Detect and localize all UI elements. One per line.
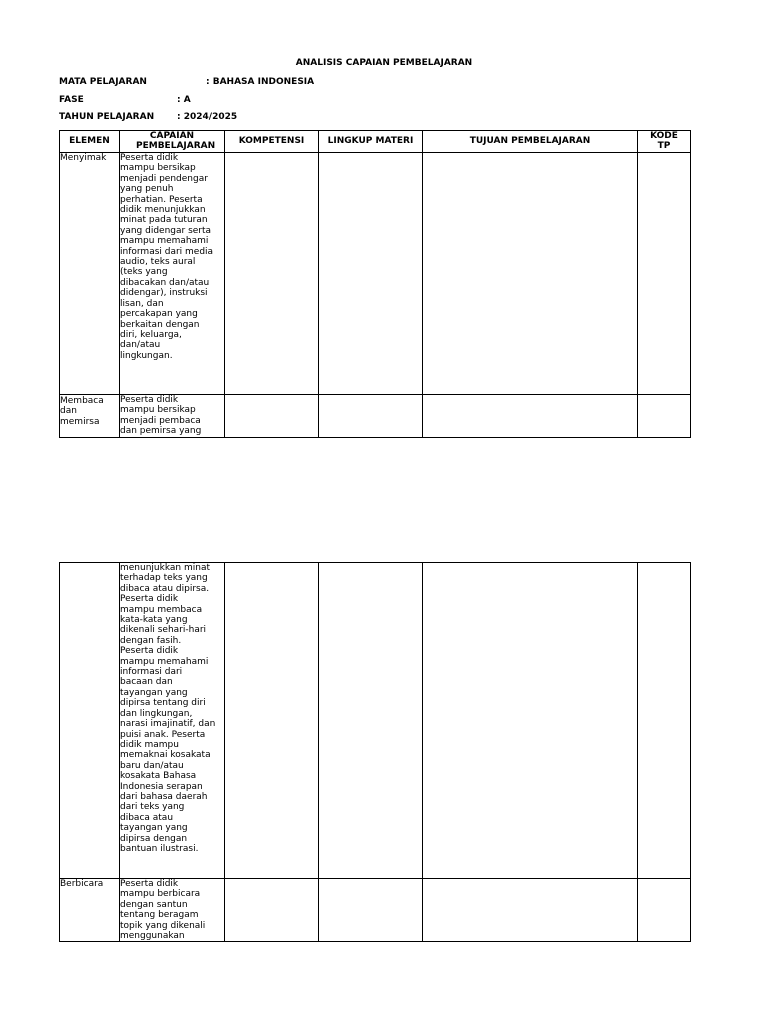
header-capaian-text: CAPAIAN PEMBELAJARAN (136, 131, 216, 151)
header-elemen: ELEMEN (60, 131, 120, 153)
cell-tujuan-pembelajaran (423, 395, 638, 438)
meta-row-fase (59, 95, 191, 105)
header-kompetensi: KOMPETENSI (225, 131, 319, 153)
meta-label: TAHUN PELAJARAN (59, 112, 155, 122)
cell-capaian: Peserta didik mampu bersikap menjadi pendengar yang penuh perhatian. Peserta didik menunjukkan minat pada tuturan yang didengar serta mampu memahami informasi dari media audio, teks aural (teks yang dibacakan dan/atau didengar), instruksi lisan, dan percakapan yang berkaitan dengan diri, keluarga, dan/atau lingkungan. (120, 153, 225, 395)
meta-value: : 2024/2025 (177, 112, 238, 122)
header-kode-tp-text: KODE TP (650, 131, 678, 151)
meta-label: FASE (59, 95, 84, 105)
header-capaian-pembelajaran (120, 131, 225, 153)
header-tujuan-pembelajaran: TUJUAN PEMBELAJARAN (423, 131, 638, 153)
cell-kode-tp (638, 879, 691, 942)
cell-kompetensi (225, 395, 319, 438)
cell-capaian: Peserta didik mampu bersikap menjadi pembaca dan pemirsa yang (120, 395, 225, 438)
cell-kompetensi (225, 563, 319, 879)
meta-row-mata-pelajaran (59, 77, 315, 87)
document-title: ANALISIS CAPAIAN PEMBELAJARAN (295, 58, 473, 68)
cell-kode-tp (638, 563, 691, 879)
meta-value: : A (177, 95, 191, 105)
cell-tujuan-pembelajaran (423, 153, 638, 395)
table-row (60, 395, 691, 438)
cell-tujuan-pembelajaran (423, 563, 638, 879)
table-row (60, 153, 691, 395)
cell-capaian: Peserta didik mampu berbicara dengan santun tentang beragam topik yang dikenali menggunakan (120, 879, 225, 942)
meta-row-tahun-pelajaran (59, 112, 238, 122)
cell-kode-tp (638, 153, 691, 395)
cell-capaian: menunjukkan minat terhadap teks yang dibaca atau dipirsa. Peserta didik mampu membaca kata-kata yang dikenali sehari-hari dengan fasih. Peserta didik mampu memahami informasi dari bacaan dan tayangan yang dipirsa tentang diri dan lingkungan, narasi imajinatif, dan puisi anak. Peserta didik mampu memaknai kosakata baru dan/atau kosakata Bahasa Indonesia serapan dari bahasa daerah dari teks yang dibaca atau tayangan yang dipirsa dengan bantuan ilustrasi. (120, 563, 225, 879)
analysis-table-page2 (59, 562, 691, 942)
table-header-row (60, 131, 691, 153)
table-row (60, 563, 691, 879)
cell-lingkup-materi (319, 563, 423, 879)
cell-elemen: Berbicara (60, 879, 120, 942)
cell-kompetensi (225, 153, 319, 395)
table-row (60, 879, 691, 942)
meta-label: MATA PELAJARAN (59, 77, 147, 87)
header-lingkup-materi: LINGKUP MATERI (319, 131, 423, 153)
cell-lingkup-materi (319, 395, 423, 438)
cell-lingkup-materi (319, 153, 423, 395)
header-kode-tp (638, 131, 691, 153)
meta-value: : BAHASA INDONESIA (206, 77, 315, 87)
cell-tujuan-pembelajaran (423, 879, 638, 942)
cell-kode-tp (638, 395, 691, 438)
cell-elemen: Menyimak (60, 153, 120, 395)
cell-elemen (60, 563, 120, 879)
cell-elemen: Membaca dan memirsa (60, 395, 120, 438)
cell-kompetensi (225, 879, 319, 942)
cell-lingkup-materi (319, 879, 423, 942)
analysis-table-page1 (59, 130, 691, 438)
